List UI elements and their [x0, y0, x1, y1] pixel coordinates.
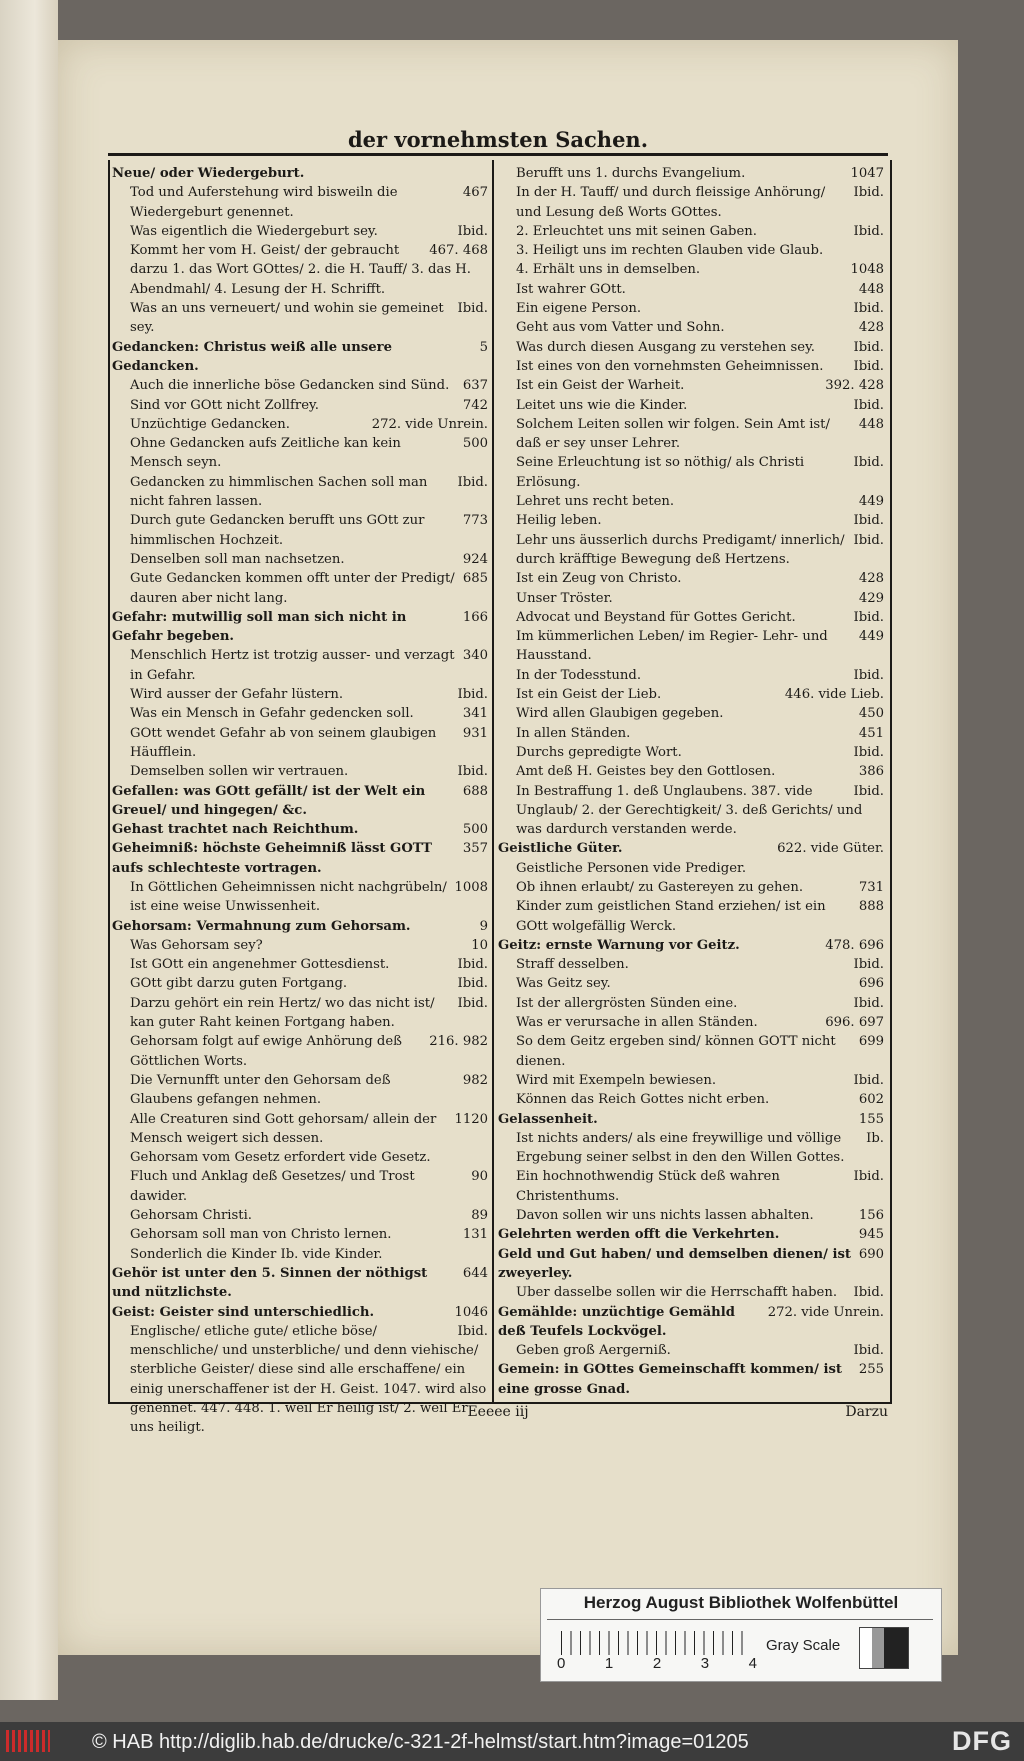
page-reference: Ibid.	[457, 301, 488, 317]
page-reference: 696	[858, 976, 884, 992]
page-footer	[108, 1404, 888, 1426]
entry-text: Geld und Gut haben/ und demselben dienen/ ist zweyerley.	[498, 1246, 852, 1281]
page-reference: 699	[858, 1034, 884, 1050]
entry-text: 2. Erleuchtet uns mit seinen Gaben.	[516, 223, 757, 239]
entry-text: Berufft uns 1. durchs Evangelium.	[516, 166, 746, 181]
index-entry	[112, 396, 488, 415]
entry-text: Englische/ etliche gute/ etliche böse/ menschliche/ und unsterbliche/ und denn viehische/ sterbliche Geister/ diese sind alle erschaffene/ ein einig unerschaffener ist der H. Geist. 1047. wird also genennet. 447. 448. 1. weil Er heilig ist/ 2. weil Er uns heiligt.	[130, 1323, 487, 1436]
page-reference: 478. 696	[825, 937, 884, 953]
entry-text: Fluch und Anklag deß Gesetzes/ und Trost dawider.	[130, 1169, 415, 1204]
scale-ruler	[561, 1631, 751, 1655]
page-reference: 888	[858, 899, 884, 915]
entry-text: Die Vernunfft unter den Gehorsam deß Glaubens gefangen nehmen.	[130, 1072, 391, 1108]
entry-text: 4. Erhält uns in demselben.	[516, 262, 701, 278]
entry-text: Gehorsam folgt auf ewige Anhörung deß Göttlichen Worts.	[130, 1034, 402, 1069]
entry-text: Seine Erleuchtung ist so nöthig/ als Christi Erlösung.	[516, 455, 805, 490]
page-reference: 500	[462, 822, 488, 838]
page-reference: 341	[462, 706, 488, 722]
entry-text: Unzüchtige Gedancken.	[130, 416, 290, 432]
index-entry	[112, 1032, 488, 1071]
ruler-number: 3	[700, 1655, 710, 1672]
page-reference: 428	[858, 571, 884, 587]
page-reference: 982	[462, 1072, 488, 1088]
entry-text: Uber dasselbe sollen wir die Herrschafft haben.	[516, 1285, 838, 1301]
page-header: der vornehmsten Sachen.	[347, 127, 649, 152]
page-reference: 272. vide Unrein.	[767, 1304, 884, 1320]
index-entry	[498, 1071, 884, 1090]
page-reference: 644	[462, 1265, 488, 1281]
entry-text: In der Todesstund.	[516, 667, 642, 683]
entry-text: Gedancken zu himmlischen Sachen soll man nicht fahren lassen.	[130, 474, 428, 510]
entry-text: Ist ein Geist der Warheit.	[516, 378, 685, 394]
entry-text: Geben groß Aergerniß.	[516, 1343, 671, 1359]
index-entry	[112, 974, 488, 993]
index-entry	[498, 704, 884, 723]
page-reference: 731	[858, 879, 884, 895]
entry-text: Gute Gedancken kommen offt unter der Predigt/ dauren aber nicht lang.	[130, 571, 455, 606]
page-reference: 1008	[454, 879, 488, 895]
entry-text: Lehr uns äusserlich durchs Predigamt/ innerlich/ durch kräfftige Bewegung deß Hertzens.	[516, 532, 845, 567]
entry-text: Ist der allergrösten Sünden eine.	[516, 995, 738, 1011]
entry-text: Ist eines von den vornehmsten Geheimnissen.	[516, 358, 824, 374]
page-reference: 5	[479, 339, 488, 355]
page-reference: 931	[462, 725, 488, 741]
source-link[interactable]: © HAB http://diglib.hab.de/drucke/c-321-2f-helmst/start.htm?image=01205	[92, 1731, 749, 1753]
entry-text: Gemählde: unzüchtige Gemähld deß Teufels Lockvögel.	[498, 1304, 735, 1339]
page-reference: 272. vide Unrein.	[371, 416, 488, 432]
page-reference: 467	[462, 185, 488, 201]
page-reference: Ibid.	[853, 1285, 884, 1301]
index-entry	[112, 724, 488, 763]
page-reference: 429	[858, 590, 884, 606]
right-column	[498, 164, 884, 1400]
entry-text: GOtt gibt darzu guten Fortgang.	[130, 976, 348, 992]
index-heading	[112, 839, 488, 878]
page-reference: 637	[462, 378, 488, 394]
index-entry	[498, 1167, 884, 1206]
index-entry	[112, 299, 488, 338]
entry-text: Ohne Gedancken aufs Zeitliche kan kein Mensch seyn.	[130, 436, 401, 471]
page-reference: Ibid.	[457, 957, 488, 973]
catchword: Darzu	[845, 1404, 888, 1420]
page-reference: 773	[462, 513, 488, 529]
page-reference: Ibid.	[853, 185, 884, 201]
index-entry	[112, 1167, 488, 1206]
index-entry	[112, 955, 488, 974]
entry-text: Was Gehorsam sey?	[130, 937, 263, 953]
index-entry	[498, 376, 884, 395]
entry-text: Lehret uns recht beten.	[516, 494, 675, 510]
index-heading	[112, 782, 488, 821]
index-entry	[498, 685, 884, 704]
page-reference: 357	[462, 841, 488, 857]
index-heading	[498, 1225, 884, 1244]
entry-text: In Bestraffung 1. deß Unglaubens. 387. vide Unglaub/ 2. der Gerechtigkeit/ 3. deß Gerichts/ und was dardurch verstanden werde.	[516, 783, 863, 838]
entry-text: Geist: Geister sind unterschiedlich.	[112, 1304, 375, 1320]
page-reference: 688	[462, 783, 488, 799]
dfg-logo: DFG	[952, 1726, 1012, 1756]
index-entry	[112, 415, 488, 434]
page-reference: 1120	[454, 1111, 488, 1127]
entry-text: Davon sollen wir uns nichts lassen abhalten.	[516, 1208, 814, 1224]
page-reference: Ibid.	[853, 667, 884, 683]
page-reference: 1047	[850, 166, 884, 181]
entry-text: So dem Geitz ergeben sind/ können GOTT nicht dienen.	[516, 1034, 836, 1069]
index-entry	[112, 878, 488, 917]
entry-text: Ist wahrer GOtt.	[516, 281, 626, 297]
index-entry	[498, 415, 884, 454]
page-reference: Ibid.	[853, 1072, 884, 1088]
entry-text: Was ein Mensch in Gefahr gedencken soll.	[130, 706, 414, 722]
index-entry	[498, 280, 884, 299]
page-reference: 451	[858, 725, 884, 741]
index-entry	[498, 878, 884, 897]
page-reference: Ibid.	[853, 358, 884, 374]
index-entry	[112, 646, 488, 685]
index-entry	[498, 357, 884, 376]
entry-text: Wird allen Glaubigen gegeben.	[516, 706, 724, 722]
index-entry	[498, 743, 884, 762]
index-entry	[498, 453, 884, 492]
index-entry	[498, 1013, 884, 1032]
index-entry	[112, 569, 488, 608]
index-entry	[498, 241, 884, 260]
entry-text: Gedancken: Christus weiß alle unsere Gedancken.	[112, 339, 393, 374]
page-reference: 924	[462, 551, 488, 567]
entry-text: Denselben soll man nachsetzen.	[130, 551, 345, 567]
index-heading	[112, 820, 488, 839]
page-reference: 450	[858, 706, 884, 722]
page-reference: 696. 697	[825, 1015, 884, 1031]
index-entry	[498, 608, 884, 627]
page-reference: Ibid.	[853, 397, 884, 413]
entry-text: Unser Tröster.	[516, 590, 613, 606]
entry-text: Geheimniß: höchste Geheimniß lässt GOTT aufs schlechteste vortragen.	[112, 841, 432, 876]
page-reference: 690	[858, 1246, 884, 1262]
entry-text: Sind vor GOtt nicht Zollfrey.	[130, 397, 319, 413]
entry-text: Gehorsam vom Gesetz erfordert vide Gesetz.	[130, 1150, 431, 1166]
index-heading	[498, 1110, 884, 1129]
entry-text: Kommt her vom H. Geist/ der gebraucht darzu 1. das Wort GOttes/ 2. die H. Tauff/ 3. das H. Abendmahl/ 4. Lesung der H. Schrifft.	[130, 243, 471, 297]
index-entry	[498, 1206, 884, 1225]
page-reference: 446. vide Lieb.	[784, 687, 884, 703]
page-reference: 155	[858, 1111, 884, 1127]
page-reference: 448	[858, 281, 884, 297]
index-entry	[498, 299, 884, 318]
page-reference: 1046	[454, 1304, 488, 1320]
page-reference: 500	[462, 436, 488, 452]
entry-text: Was an uns verneuert/ und wohin sie gemeinet sey.	[130, 301, 444, 336]
index-entry	[498, 762, 884, 781]
page-reference: 945	[858, 1227, 884, 1243]
entry-text: Darzu gehört ein rein Hertz/ wo das nicht ist/ kan guter Raht keinen Fortgang haben.	[130, 995, 435, 1031]
index-heading	[498, 1245, 884, 1284]
page-reference: 622. vide Güter.	[777, 841, 884, 857]
page-reference: Ibid.	[853, 532, 884, 548]
library-name: Herzog August Bibliothek Wolfenbüttel	[583, 1593, 899, 1612]
entry-text: Heilig leben.	[516, 513, 602, 529]
entry-text: Wird ausser der Gefahr lüstern.	[130, 687, 344, 703]
index-heading	[498, 936, 884, 955]
index-entry	[498, 492, 884, 511]
page-reference: 166	[462, 609, 488, 625]
index-entry	[498, 569, 884, 588]
index-entry	[112, 511, 488, 550]
bar-divider	[547, 1619, 933, 1620]
column-divider	[492, 160, 494, 1402]
gray-scale-swatch	[859, 1627, 909, 1669]
entry-text: Gehorsam: Vermahnung zum Gehorsam.	[112, 918, 411, 934]
page-reference: 216. 982	[429, 1034, 488, 1050]
index-entry	[498, 589, 884, 608]
index-heading	[112, 338, 488, 377]
entry-text: Ist GOtt ein angenehmer Gottesdienst.	[130, 957, 390, 973]
gray-scale-label: Gray Scale	[766, 1637, 841, 1654]
index-entry	[498, 1129, 884, 1168]
entry-text: Straff desselben.	[516, 957, 629, 973]
index-entry	[112, 704, 488, 723]
index-entry	[498, 627, 884, 666]
ruler-number: 2	[652, 1655, 662, 1672]
page-reference: Ibid.	[457, 976, 488, 992]
ruler-numbers	[557, 1655, 757, 1672]
entry-text: Auch die innerliche böse Gedancken sind Sünd.	[130, 378, 450, 394]
ruler-number: 1	[604, 1655, 614, 1672]
page-reference: Ibid.	[853, 744, 884, 760]
page-reference: 156	[858, 1208, 884, 1224]
entry-text: Leitet uns wie die Kinder.	[516, 397, 688, 413]
page-reference: 467. 468	[429, 243, 488, 259]
entry-text: Gemein: in GOttes Gemeinschafft kommen/ ist eine grosse Gnad.	[498, 1362, 843, 1397]
page-reference: 449	[858, 629, 884, 645]
page-reference: Ibid.	[853, 783, 884, 799]
page-reference: Ibid.	[457, 474, 488, 490]
entry-text: Wird mit Exempeln bewiesen.	[516, 1072, 717, 1088]
page-reference: Ibid.	[853, 339, 884, 355]
page-reference: Ibid.	[853, 513, 884, 529]
entry-text: In der H. Tauff/ und durch fleissige Anhörung/ und Lesung deß Worts GOttes.	[516, 185, 826, 220]
index-heading	[112, 164, 488, 183]
index-entry	[498, 531, 884, 570]
page-reference: Ibid.	[853, 1169, 884, 1185]
entry-text: Ein eigene Person.	[516, 301, 642, 317]
index-entry	[112, 550, 488, 569]
facing-page-edge	[0, 0, 58, 1700]
page-reference: Ibid.	[853, 301, 884, 317]
page-reference: Ib.	[866, 1130, 884, 1146]
index-entry	[498, 859, 884, 878]
entry-text: Geitz: ernste Warnung vor Geitz.	[498, 937, 740, 953]
entry-text: Im kümmerlichen Leben/ im Regier- Lehr- und Hausstand.	[516, 629, 828, 664]
entry-text: In allen Ständen.	[516, 725, 631, 741]
index-heading	[112, 917, 488, 936]
page-reference: 255	[858, 1362, 884, 1378]
entry-text: Kinder zum geistlichen Stand erziehen/ ist ein GOtt wolgefällig Werck.	[516, 899, 826, 934]
entry-text: Was durch diesen Ausgang zu verstehen sey.	[516, 339, 815, 355]
entry-text: Was Geitz sey.	[516, 976, 611, 992]
page-reference: 10	[471, 937, 488, 953]
entry-text: Was er verursache in allen Ständen.	[516, 1015, 758, 1031]
entry-text: Was eigentlich die Wiedergeburt sey.	[130, 223, 378, 239]
page-reference: Ibid.	[853, 1343, 884, 1359]
entry-text: Geistliche Güter.	[498, 841, 623, 857]
entry-text: Gelassenheit.	[498, 1111, 598, 1127]
header-rule	[108, 153, 888, 156]
entry-text: Gefahr: mutwillig soll man sich nicht in Gefahr begeben.	[112, 609, 407, 645]
ruler-number: 4	[748, 1655, 757, 1672]
page-reference: 392. 428	[825, 378, 884, 394]
index-entry	[112, 222, 488, 241]
entry-text: In Göttlichen Geheimnissen nicht nachgrübeln/ ist eine weise Unwissenheit.	[130, 879, 447, 915]
index-entry	[498, 666, 884, 685]
page-reference: Ibid.	[457, 1323, 488, 1339]
index-entry	[112, 473, 488, 512]
left-column	[112, 164, 488, 1436]
page-reference: Ibid.	[457, 995, 488, 1011]
index-heading	[498, 839, 884, 858]
index-entry	[498, 511, 884, 530]
entry-text: Advocat und Beystand für Gottes Gericht.	[516, 609, 796, 625]
index-entry	[112, 376, 488, 395]
ruler-number: 0	[557, 1655, 566, 1672]
index-entry	[498, 724, 884, 743]
page-reference: Ibid.	[853, 957, 884, 973]
page-reference: 1048	[850, 262, 884, 278]
index-entry	[498, 1283, 884, 1302]
index-entry	[498, 222, 884, 241]
index-entry	[498, 1032, 884, 1071]
index-entry	[498, 164, 884, 183]
index-entry	[498, 1090, 884, 1109]
index-entry	[498, 994, 884, 1013]
entry-text: Alle Creaturen sind Gott gehorsam/ allein der Mensch weigert sich dessen.	[130, 1111, 437, 1146]
color-calibration-bar	[540, 1588, 942, 1682]
page-reference: 386	[858, 764, 884, 780]
entry-text: Gehorsam soll man von Christo lernen.	[130, 1227, 392, 1243]
index-entry	[112, 183, 488, 222]
index-entry	[498, 1341, 884, 1360]
entry-text: Tod und Auferstehung wird bisweiln die Wiedergeburt genennet.	[130, 185, 398, 220]
viewer-bottom-bar	[0, 1722, 1024, 1761]
page-reference: 340	[462, 648, 488, 664]
index-entry	[112, 1225, 488, 1244]
entry-text: Amt deß H. Geistes bey den Gottlosen.	[516, 764, 776, 780]
page-reference: 602	[858, 1092, 884, 1108]
index-entry	[498, 974, 884, 993]
index-entry	[498, 955, 884, 974]
entry-text: Gehorsam Christi.	[130, 1208, 252, 1224]
index-heading	[498, 1360, 884, 1399]
index-entry	[498, 782, 884, 840]
entry-text: Durchs gepredigte Wort.	[516, 744, 682, 760]
entry-text: Gehast trachtet nach Reichthum.	[112, 822, 359, 838]
entry-text: Durch gute Gedancken berufft uns GOtt zur himmlischen Hochzeit.	[130, 513, 425, 548]
entry-text: Geht aus vom Vatter und Sohn.	[516, 320, 725, 336]
entry-text: 3. Heiligt uns im rechten Glauben vide Glaub.	[516, 243, 824, 259]
page-reference: Ibid.	[853, 609, 884, 625]
page-reference: Ibid.	[457, 223, 488, 239]
page-reference: Ibid.	[853, 995, 884, 1011]
index-entry	[498, 338, 884, 357]
index-entry	[112, 762, 488, 781]
page-reference: 448	[858, 416, 884, 432]
page-reference: Ibid.	[457, 764, 488, 780]
page-reference: 685	[462, 571, 488, 587]
entry-text: Können das Reich Gottes nicht erben.	[516, 1092, 770, 1108]
entry-text: Solchem Leiten sollen wir folgen. Sein Amt ist/ daß er sey unser Lehrer.	[516, 416, 830, 452]
index-entry	[112, 936, 488, 955]
index-entry	[498, 318, 884, 337]
page-reference: Ibid.	[853, 223, 884, 239]
index-entry	[112, 1245, 488, 1264]
entry-text: Neue/ oder Wiedergeburt.	[112, 166, 305, 181]
entry-text: Demselben sollen wir vertrauen.	[130, 764, 349, 780]
page-reference: 449	[858, 494, 884, 510]
index-entry	[112, 434, 488, 473]
page-reference: Ibid.	[853, 455, 884, 471]
entry-text: Menschlich Hertz ist trotzig ausser- und verzagt in Gefahr.	[130, 648, 455, 683]
index-heading	[498, 1303, 884, 1342]
index-heading	[112, 1264, 488, 1303]
entry-text: Sonderlich die Kinder Ib. vide Kinder.	[130, 1246, 383, 1262]
entry-text: Ist ein Zeug von Christo.	[516, 571, 682, 587]
index-heading	[112, 608, 488, 647]
index-entry	[112, 994, 488, 1033]
page-reference: 428	[858, 320, 884, 336]
entry-text: Ist nichts anders/ als eine freywillige und völlige Ergebung seiner selbst in den den Willen Gottes.	[516, 1130, 845, 1166]
index-entry	[498, 260, 884, 279]
page-reference: 131	[462, 1227, 488, 1243]
signature-mark: Eeeee iij	[467, 1404, 529, 1420]
index-entry	[112, 1148, 488, 1167]
index-entry	[112, 241, 488, 299]
page-reference: 9	[479, 918, 488, 934]
entry-text: Ein hochnothwendig Stück deß wahren Christenthums.	[516, 1169, 780, 1204]
barcode-icon	[6, 1730, 50, 1752]
index-entry	[498, 183, 884, 222]
index-heading	[112, 1303, 488, 1322]
page-reference: 90	[471, 1169, 488, 1185]
page-reference: Ibid.	[457, 687, 488, 703]
index-entry	[112, 1110, 488, 1149]
entry-text: Gehör ist unter den 5. Sinnen der nöthigst und nützlichste.	[112, 1265, 428, 1301]
entry-text: Geistliche Personen vide Prediger.	[516, 860, 747, 876]
index-entry	[112, 1071, 488, 1110]
entry-text: Gelehrten werden offt die Verkehrten.	[498, 1227, 780, 1243]
index-entry	[498, 396, 884, 415]
index-entry	[112, 685, 488, 704]
entry-text: Ist ein Geist der Lieb.	[516, 687, 662, 703]
index-entry	[112, 1206, 488, 1225]
page-reference: 89	[471, 1208, 488, 1224]
page-reference: 742	[462, 397, 488, 413]
entry-text: Gefallen: was GOtt gefällt/ ist der Welt ein Greuel/ und hingegen/ &c.	[112, 783, 426, 818]
entry-text: Ob ihnen erlaubt/ zu Gastereyen zu gehen.	[516, 879, 804, 895]
entry-text: GOtt wendet Gefahr ab von seinem glaubigen Häufflein.	[130, 725, 437, 760]
index-entry	[498, 897, 884, 936]
